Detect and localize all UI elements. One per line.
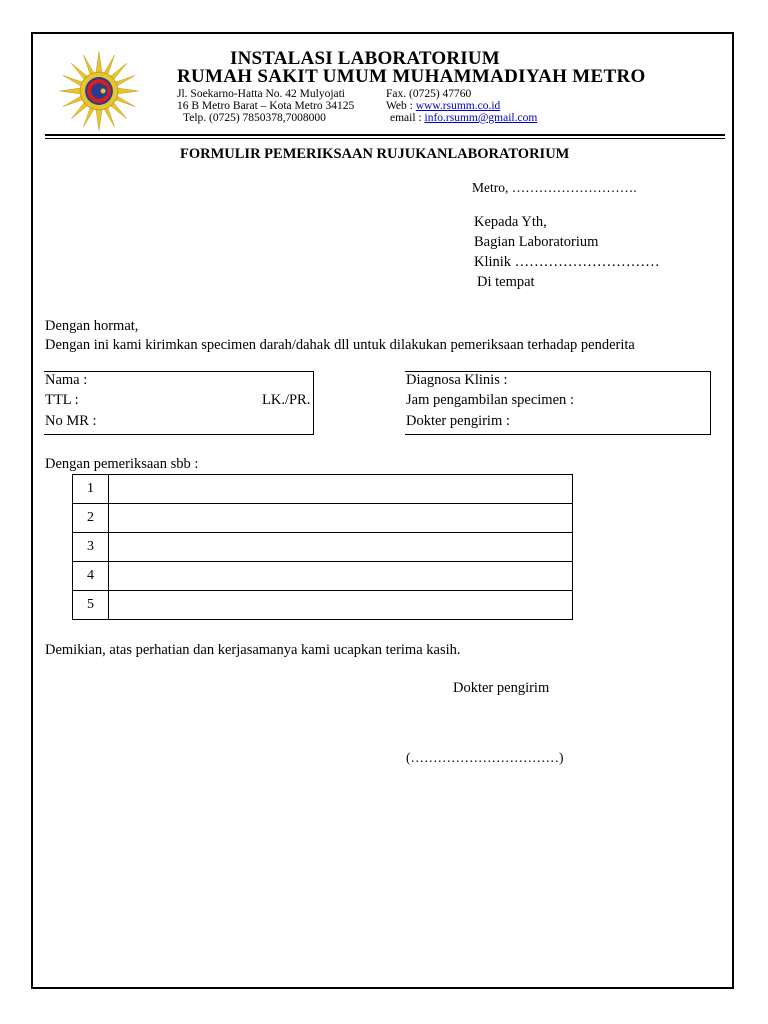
recipient-line-2: Bagian Laboratorium bbox=[474, 234, 599, 250]
table-row bbox=[73, 475, 573, 504]
email-label: email : bbox=[390, 112, 425, 124]
header-divider-thin bbox=[45, 138, 725, 139]
header-title-line1: INSTALASI LABORATORIUM bbox=[230, 48, 500, 69]
specimen-time-label: Jam pengambilan specimen : bbox=[406, 392, 574, 408]
form-title: FORMULIR PEMERIKSAAN RUJUKANLABORATORIUM bbox=[180, 146, 570, 162]
closing-text: Demikian, atas perhatian dan kerjasamanya kami ucapkan terima kasih. bbox=[45, 642, 461, 658]
table-row bbox=[73, 504, 573, 533]
address-line1: Jl. Soekarno-Hatta No. 42 Mulyojati bbox=[177, 88, 346, 100]
patient-name-label: Nama : bbox=[45, 372, 88, 388]
table-row bbox=[73, 562, 573, 591]
diagnosis-label: Diagnosa Klinis : bbox=[406, 372, 508, 388]
table-row bbox=[73, 591, 573, 620]
signature-role: Dokter pengirim bbox=[453, 680, 550, 696]
exam-entry-cell[interactable] bbox=[109, 533, 573, 562]
signature-line: (……………………………) bbox=[406, 750, 564, 765]
recipient-line-3: Klinik ………………………… bbox=[474, 254, 660, 270]
referring-doctor-label: Dokter pengirim : bbox=[406, 413, 510, 429]
exam-entry-cell[interactable] bbox=[109, 591, 573, 620]
row-number: 2 bbox=[73, 504, 109, 533]
header-divider-thick bbox=[45, 134, 725, 136]
exam-table bbox=[72, 474, 573, 620]
patient-sex-label: LK./PR. bbox=[262, 392, 311, 408]
recipient-line-1: Kepada Yth, bbox=[474, 214, 547, 230]
recipient-line-4: Di tempat bbox=[477, 274, 535, 290]
exam-entry-cell[interactable] bbox=[109, 562, 573, 591]
exam-list-label: Dengan pemeriksaan sbb : bbox=[45, 456, 199, 472]
row-number: 4 bbox=[73, 562, 109, 591]
patient-mr-label: No MR : bbox=[45, 413, 97, 429]
address-line2: 16 B Metro Barat – Kota Metro 34125 bbox=[177, 100, 355, 112]
email-line bbox=[390, 112, 537, 124]
web-label: Web : bbox=[386, 100, 416, 112]
intro-text: Dengan ini kami kirimkan specimen darah/dahak dll untuk dilakukan pemeriksaan terhadap penderita bbox=[45, 337, 635, 353]
row-number: 5 bbox=[73, 591, 109, 620]
patient-dob-label: TTL : bbox=[45, 392, 79, 408]
table-row bbox=[73, 533, 573, 562]
place-date: Metro, ………………………. bbox=[472, 180, 637, 195]
exam-entry-cell[interactable] bbox=[109, 475, 573, 504]
email-link[interactable]: info.rsumm@gmail.com bbox=[424, 112, 538, 124]
exam-entry-cell[interactable] bbox=[109, 504, 573, 533]
header-title-line2: RUMAH SAKIT UMUM MUHAMMADIYAH METRO bbox=[177, 66, 646, 87]
fax-line: Fax. (0725) 47760 bbox=[386, 88, 472, 100]
web-line bbox=[386, 100, 500, 112]
muhammadiyah-sun-logo-icon bbox=[58, 50, 140, 132]
greeting: Dengan hormat, bbox=[45, 318, 139, 334]
phone-line: Telp. (0725) 7850378,7008000 bbox=[183, 112, 326, 124]
row-number: 1 bbox=[73, 475, 109, 504]
row-number: 3 bbox=[73, 533, 109, 562]
web-link[interactable]: www.rsumm.co.id bbox=[415, 100, 501, 112]
